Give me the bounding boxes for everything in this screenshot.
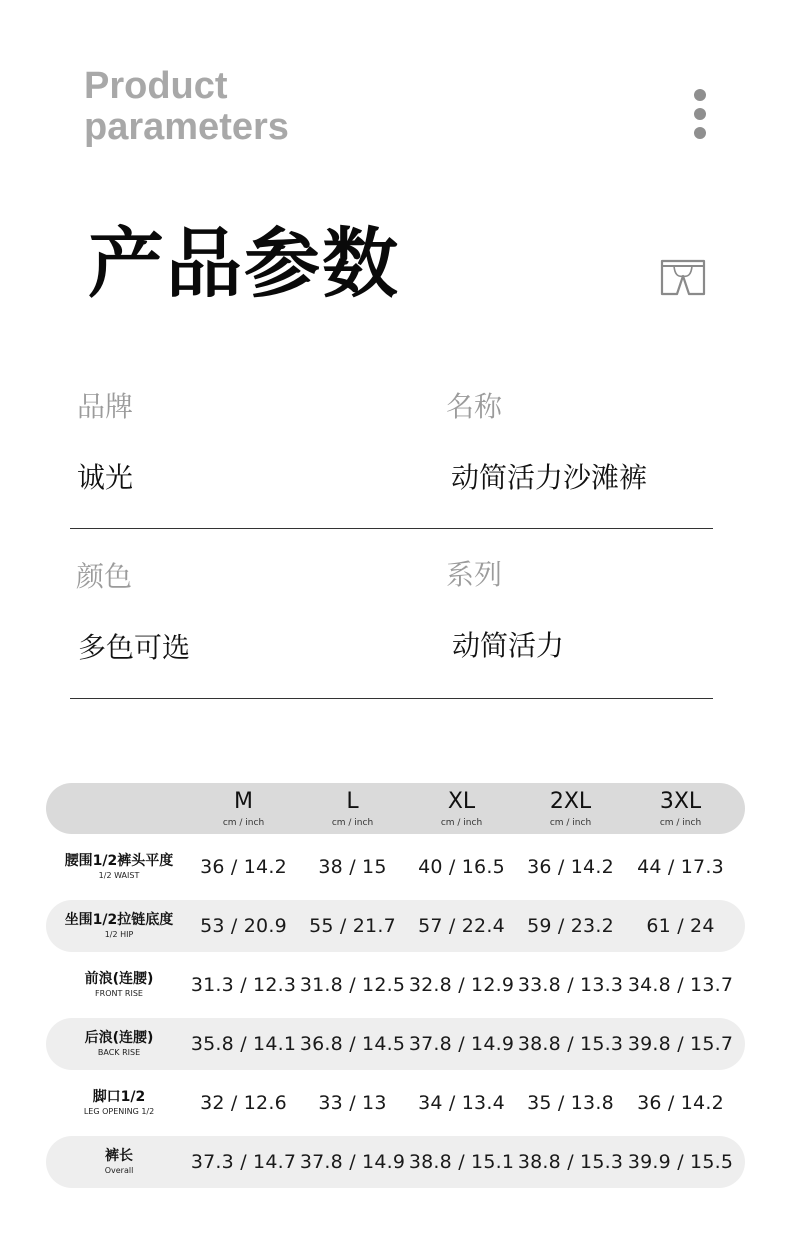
page-title: 产品参数 bbox=[88, 219, 400, 308]
table-cell: 32.8 / 12.9 bbox=[408, 974, 515, 996]
size-name: L bbox=[346, 788, 359, 814]
table-row bbox=[46, 1136, 745, 1188]
shorts-icon bbox=[660, 258, 706, 296]
table-row bbox=[46, 959, 745, 1011]
more-vertical-icon[interactable] bbox=[693, 89, 707, 139]
size-column-header bbox=[516, 783, 625, 834]
size-table-header bbox=[46, 783, 745, 834]
table-cell: 33 / 13 bbox=[318, 1092, 387, 1114]
table-cell: 35.8 / 14.1 bbox=[190, 1033, 297, 1055]
measurement-name-en: Overall bbox=[104, 1166, 134, 1175]
english-title bbox=[84, 66, 289, 148]
size-name: M bbox=[234, 788, 253, 814]
size-name: XL bbox=[447, 788, 476, 814]
table-cell: 61 / 24 bbox=[646, 915, 715, 937]
measurement-name-en: 1/2 HIP bbox=[104, 930, 134, 939]
measurement-name-cn: 前浪(连腰) bbox=[84, 971, 154, 987]
unit-label: cm / inch bbox=[222, 817, 265, 828]
table-row bbox=[46, 1077, 745, 1129]
table-cell: 39.8 / 15.7 bbox=[627, 1033, 734, 1055]
table-row bbox=[46, 900, 745, 952]
color-label: 颜色 bbox=[76, 560, 133, 593]
size-name: 3XL bbox=[659, 788, 702, 814]
table-cell: 39.9 / 15.5 bbox=[627, 1151, 734, 1173]
size-column-header bbox=[189, 783, 298, 834]
table-cell: 38.8 / 15.1 bbox=[408, 1151, 515, 1173]
measurement-label bbox=[46, 841, 192, 893]
series-label: 系列 bbox=[446, 558, 503, 591]
measurement-name-cn: 脚口1/2 bbox=[92, 1089, 146, 1105]
measurement-label bbox=[46, 1018, 192, 1070]
table-cell: 53 / 20.9 bbox=[200, 915, 287, 937]
table-cell: 36 / 14.2 bbox=[527, 856, 614, 878]
table-cell: 40 / 16.5 bbox=[418, 856, 505, 878]
unit-label: cm / inch bbox=[549, 817, 592, 828]
table-cell: 34.8 / 13.7 bbox=[627, 974, 734, 996]
brand-value: 诚光 bbox=[77, 461, 134, 494]
table-cell: 59 / 23.2 bbox=[527, 915, 614, 937]
table-cell: 37.8 / 14.9 bbox=[299, 1151, 406, 1173]
measurement-name-cn: 坐围1/2拉链底度 bbox=[64, 912, 174, 928]
size-column-header bbox=[626, 783, 735, 834]
measurement-label bbox=[46, 900, 192, 952]
measurement-name-cn: 后浪(连腰) bbox=[84, 1030, 154, 1046]
table-cell: 31.3 / 12.3 bbox=[190, 974, 297, 996]
unit-label: cm / inch bbox=[331, 817, 374, 828]
table-row bbox=[46, 841, 745, 893]
product-name-value: 动简活力沙滩裤 bbox=[451, 461, 648, 494]
english-title-line-2: parameters bbox=[84, 106, 289, 148]
table-cell: 34 / 13.4 bbox=[418, 1092, 505, 1114]
table-cell: 55 / 21.7 bbox=[309, 915, 396, 937]
measurement-label bbox=[46, 1136, 192, 1188]
unit-label: cm / inch bbox=[440, 817, 483, 828]
series-value: 动简活力 bbox=[452, 629, 565, 662]
table-cell: 57 / 22.4 bbox=[418, 915, 505, 937]
unit-label: cm / inch bbox=[659, 817, 702, 828]
table-row bbox=[46, 1018, 745, 1070]
table-cell: 36.8 / 14.5 bbox=[299, 1033, 406, 1055]
table-cell: 37.3 / 14.7 bbox=[190, 1151, 297, 1173]
table-cell: 38.8 / 15.3 bbox=[517, 1033, 624, 1055]
size-name: 2XL bbox=[549, 788, 592, 814]
divider bbox=[70, 698, 713, 699]
brand-label: 品牌 bbox=[77, 390, 134, 423]
measurement-name-cn: 腰围1/2裤头平度 bbox=[64, 853, 174, 869]
measurement-name-en: LEG OPENING 1/2 bbox=[83, 1107, 155, 1116]
table-cell: 44 / 17.3 bbox=[637, 856, 724, 878]
measurement-name-en: 1/2 WAIST bbox=[98, 871, 140, 880]
measurement-name-en: BACK RISE bbox=[97, 1048, 141, 1057]
table-cell: 36 / 14.2 bbox=[637, 1092, 724, 1114]
measurement-label bbox=[46, 1077, 192, 1129]
table-cell: 37.8 / 14.9 bbox=[408, 1033, 515, 1055]
measurement-name-en: FRONT RISE bbox=[95, 989, 143, 998]
measurement-label bbox=[46, 959, 192, 1011]
table-cell: 35 / 13.8 bbox=[527, 1092, 614, 1114]
table-cell: 38.8 / 15.3 bbox=[517, 1151, 624, 1173]
product-name-label: 名称 bbox=[446, 390, 503, 423]
divider bbox=[70, 528, 713, 529]
measurement-name-cn: 裤长 bbox=[105, 1148, 133, 1164]
table-cell: 32 / 12.6 bbox=[200, 1092, 287, 1114]
table-cell: 33.8 / 13.3 bbox=[517, 974, 624, 996]
table-cell: 38 / 15 bbox=[318, 856, 387, 878]
size-column-header bbox=[407, 783, 516, 834]
table-cell: 36 / 14.2 bbox=[200, 856, 287, 878]
color-value: 多色可选 bbox=[78, 631, 191, 664]
size-table bbox=[46, 783, 745, 1195]
english-title-line-1: Product bbox=[84, 65, 228, 107]
size-column-header bbox=[298, 783, 407, 834]
table-cell: 31.8 / 12.5 bbox=[299, 974, 406, 996]
